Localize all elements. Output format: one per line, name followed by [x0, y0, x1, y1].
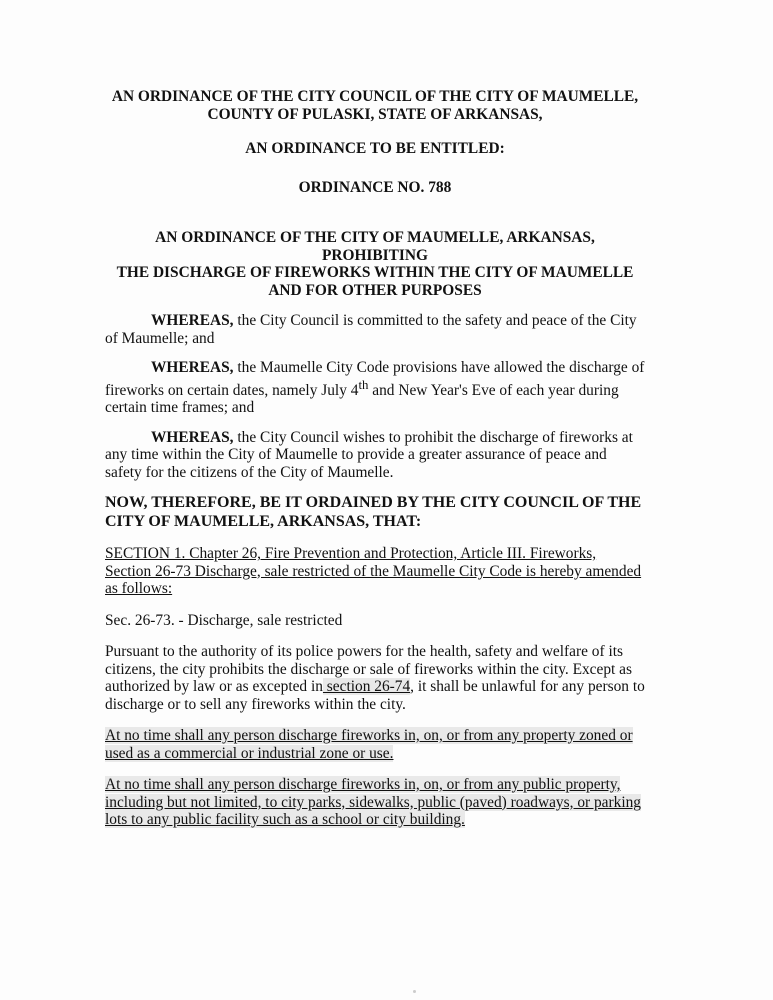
body-text-part-2: , it shall be unlawful for any person to discharge or to sell any fireworks within the city.: [105, 678, 645, 713]
document-body: [105, 88, 645, 843]
whereas-text-cont: and New Year's Eve of each year during certain time frames; and: [105, 381, 619, 417]
amendment-text: At no time shall any person discharge fireworks in, on, or from any property zoned or used as a commercial or industrial zone or use.: [105, 727, 633, 762]
amendment-paragraph-2: [105, 776, 645, 829]
ordinance-subject: [105, 229, 645, 299]
section-heading: Sec. 26-73. - Discharge, sale restricted: [105, 611, 343, 629]
amendment-text: At no time shall any person discharge fireworks in, on, or from any public property, including but not limited, to city parks, sidewalks, public (paved) roadways, or parking lots to any public facility such as a school or city building.: [105, 776, 641, 829]
subject-line-3: AND FOR OTHER PURPOSES: [268, 281, 482, 299]
whereas-text: the Maumelle City Code provisions have allowed the discharge of fireworks on certain dates, namely July 4: [105, 359, 645, 399]
whereas-clause-3: [105, 429, 645, 482]
ordinance-heading: [105, 88, 645, 123]
ordinance-number: ORDINANCE NO. 788: [298, 178, 452, 196]
entitled-line: AN ORDINANCE TO BE ENTITLED:: [245, 140, 505, 157]
superscript-th: th: [358, 377, 369, 392]
body-text-part-1: Pursuant to the authority of its police powers for the health, safety and welfare of its citizens, the city prohibits the discharge or sale of fireworks within the city. Except as authorized by law or as excepted in: [105, 643, 632, 696]
whereas-text: the City Council is committed to the safety and peace of the City of Maumelle; and: [105, 312, 637, 347]
ordained-clause: NOW, THEREFORE, BE IT ORDAINED BY THE CITY COUNCIL OF THE CITY OF MAUMELLE, ARKANSAS, THAT:: [105, 494, 642, 531]
whereas-text: the City Council wishes to prohibit the discharge of fireworks at any time within the City of Maumelle to provide a greater assurance of peace and safety for the citizens of the City of Maumelle.: [105, 428, 633, 481]
whereas-lead: WHEREAS,: [151, 359, 234, 376]
section-26-74-link[interactable]: section 26-74: [322, 678, 411, 696]
whereas-lead: WHEREAS,: [151, 428, 234, 446]
whereas-clause-1: [105, 312, 645, 347]
whereas-clause-2: [105, 359, 645, 417]
body-paragraph: [105, 643, 645, 713]
heading-line-2: COUNTY OF PULASKI, STATE OF ARKANSAS,: [207, 105, 543, 123]
whereas-lead: WHEREAS,: [151, 312, 234, 329]
heading-line-1: AN ORDINANCE OF THE CITY COUNCIL OF THE CITY OF MAUMELLE,: [111, 88, 639, 105]
subject-line-2: THE DISCHARGE OF FIREWORKS WITHIN THE CITY OF MAUMELLE: [116, 264, 634, 281]
subject-line-1: AN ORDINANCE OF THE CITY OF MAUMELLE, ARKANSAS, PROHIBITING: [155, 229, 595, 264]
scan-speck: [413, 990, 416, 993]
section-1-text: SECTION 1. Chapter 26, Fire Prevention and Protection, Article III. Fireworks, Section 26-73 Discharge, sale restricted of the Maumelle City Code is hereby amended as follows:: [105, 545, 642, 598]
amendment-paragraph-1: [105, 727, 645, 762]
